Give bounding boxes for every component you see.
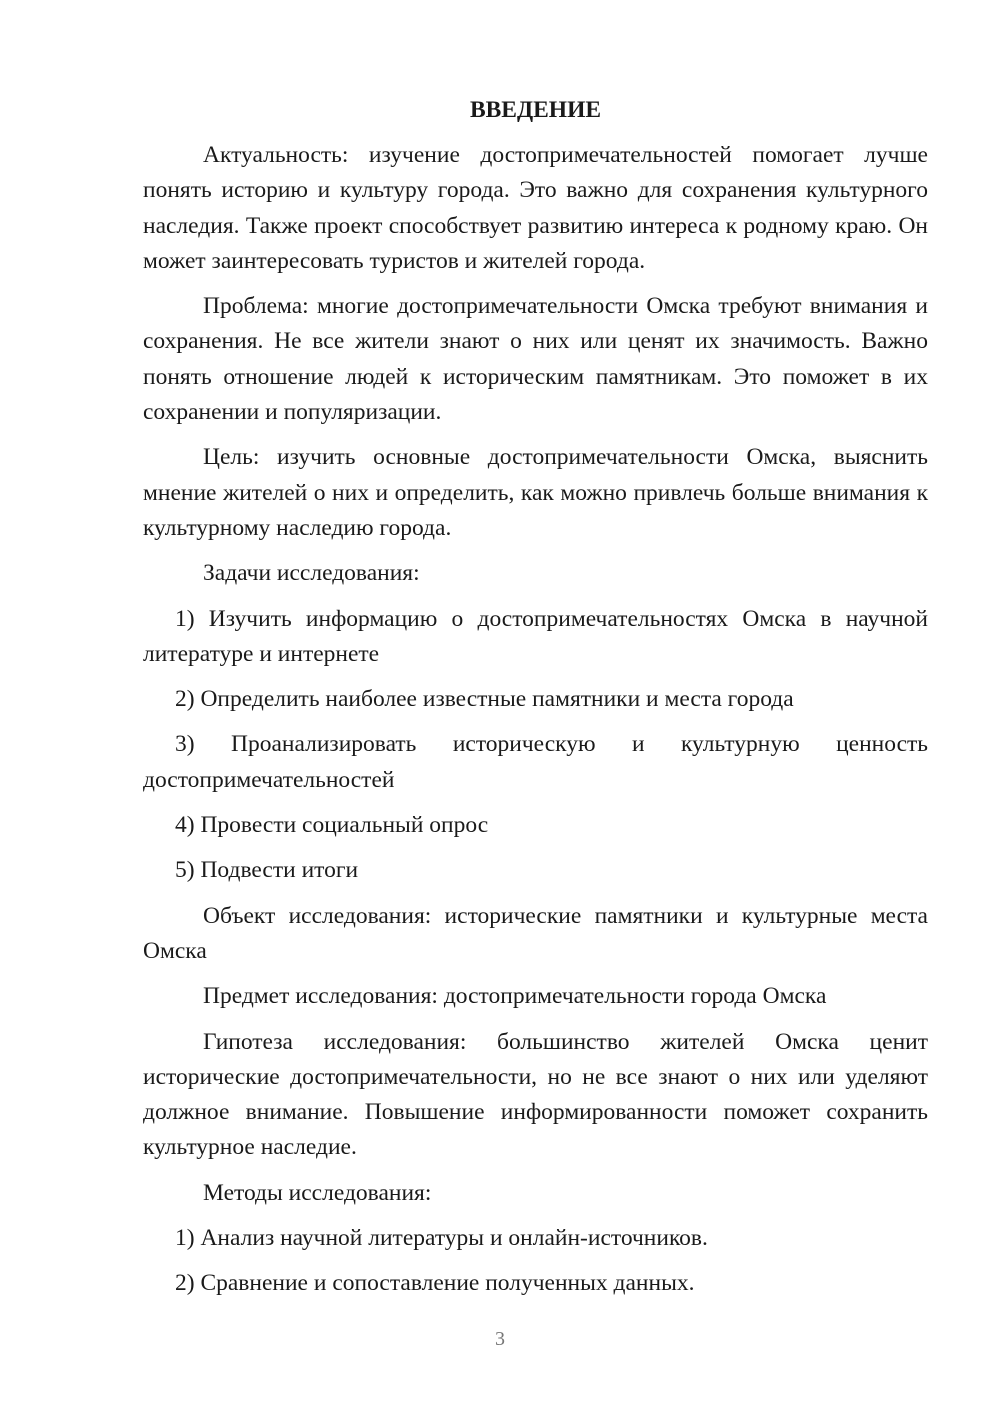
spacer <box>143 717 928 727</box>
spacer <box>143 592 928 602</box>
page-content <box>143 92 928 1302</box>
spacer <box>143 1166 928 1176</box>
paragraph-relevance: Актуальность: изучение достопримечательностей помогает лучше понять историю и культуру города. Это важно для сохранения культурного наследия. Также проект способствует развитию интереса к родному краю. Он может заинтересовать туристов и жителей города. <box>143 142 928 274</box>
spacer <box>143 128 928 138</box>
spacer <box>143 1015 928 1025</box>
tasks-heading: Задачи исследования: <box>203 560 420 587</box>
spacer <box>143 1256 928 1266</box>
task-item-2: 2) Определить наиболее известные памятники и места города <box>175 686 794 713</box>
methods-heading: Методы исследования: <box>203 1179 432 1206</box>
spacer <box>143 969 928 979</box>
spacer <box>143 279 928 289</box>
spacer <box>143 798 928 808</box>
spacer <box>143 546 928 556</box>
spacer <box>143 672 928 682</box>
paragraph-object: Объект исследования: исторические памятники и культурные места Омска <box>143 902 928 964</box>
spacer <box>143 843 928 853</box>
spacer <box>143 1211 928 1221</box>
method-item-2: 2) Сравнение и сопоставление полученных данных. <box>175 1270 695 1297</box>
task-item-5: 5) Подвести итоги <box>175 857 359 884</box>
task-item-3: 3) Проанализировать историческую и культурную ценность достопримечательностей <box>143 731 928 793</box>
spacer <box>143 889 928 899</box>
method-item-1: 1) Анализ научной литературы и онлайн-источников. <box>175 1225 708 1252</box>
task-item-4: 4) Провести социальный опрос <box>175 812 489 839</box>
paragraph-subject: Предмет исследования: достопримечательности города Омска <box>203 983 827 1010</box>
task-item-1: 1) Изучить информацию о достопримечательностях Омска в научной литературе и интернете <box>143 605 928 667</box>
paragraph-goal: Цель: изучить основные достопримечательности Омска, выяснить мнение жителей о них и определить, как можно привлечь больше внимания к культурному наследию города. <box>143 444 928 541</box>
paragraph-problem: Проблема: многие достопримечательности Омска требуют внимания и сохранения. Не все жители знают о них или ценят их значимость. Важно понять отношение людей к историческим памятникам. Это поможет в их сохранении и популяризации. <box>143 293 928 426</box>
spacer <box>143 430 928 440</box>
paragraph-hypothesis: Гипотеза исследования: большинство жителей Омска ценит исторические достопримечательности, но не все знают о них или уделяют должное внимание. Повышение информированности поможет сохранить культурное наследие. <box>143 1028 928 1161</box>
page-number: 3 <box>495 1328 505 1350</box>
page-title: ВВЕДЕНИЕ <box>469 97 602 123</box>
